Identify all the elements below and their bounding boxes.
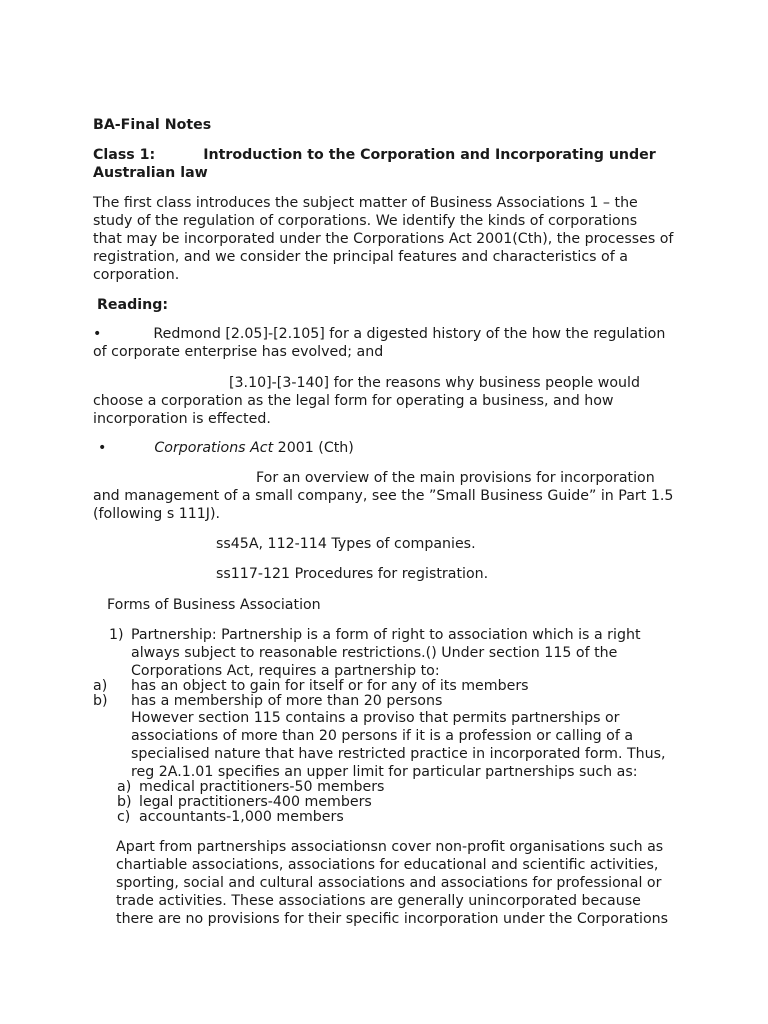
apart-line: chartiable associations, associations for educational and scientific activities,: [116, 857, 659, 873]
reading-1-lead: Redmond [2.05]-[2.105] for a digested history of the how the regulation: [153, 326, 666, 342]
forms-heading: Forms of Business Association: [107, 597, 321, 613]
intro-line: study of the regulation of corporations. We identify the kinds of corporations: [93, 213, 638, 229]
apart-line: Apart from partnerships associationsn cover non-profit organisations such as: [116, 839, 664, 855]
act-year: 2001 (Cth): [273, 440, 354, 456]
reading-item-1: [93, 325, 665, 343]
proviso-line: specialised nature that have restricted practice in incorporated form. Thus,: [131, 746, 666, 762]
class-heading-line-2: Australian law: [93, 165, 208, 181]
class-title: Introduction to the Corporation and Incorporating under: [203, 147, 656, 163]
reading-1b-line: incorporation is effected.: [93, 411, 271, 427]
apart-line: trade activities. These associations are generally unincorporated because: [116, 893, 641, 909]
limit-text: accountants-1,000 members: [139, 809, 344, 825]
reading-item-2: [98, 439, 354, 457]
item-1-marker: 1): [109, 627, 124, 643]
sections-types: ss45A, 112-114 Types of companies.: [216, 536, 476, 552]
limit-marker: c): [117, 809, 131, 825]
limit-text: medical practitioners-50 members: [139, 779, 385, 795]
intro-line: registration, and we consider the principal features and characteristics of a: [93, 249, 628, 265]
proviso-line: However section 115 contains a proviso that permits partnerships or: [131, 710, 620, 726]
reading-heading: Reading:: [97, 297, 169, 313]
act-name: Corporations Act: [154, 440, 274, 456]
sub-a-text: has an object to gain for itself or for any of its members: [131, 678, 529, 694]
apart-line: there are no provisions for their specific incorporation under the Corporations: [116, 911, 669, 927]
reading-item-1-cont: of corporate enterprise has evolved; and: [93, 344, 384, 360]
reading-1b-line: choose a corporation as the legal form for operating a business, and how: [93, 393, 614, 409]
proviso-line: associations of more than 20 persons if it is a profession or calling of a: [131, 728, 634, 744]
intro-line: The first class introduces the subject matter of Business Associations 1 – the: [93, 195, 638, 211]
limit-text: legal practitioners-400 members: [139, 794, 372, 810]
intro-line: that may be incorporated under the Corporations Act 2001(Cth), the processes of: [93, 231, 674, 247]
doc-title: BA-Final Notes: [93, 117, 212, 133]
item-1-line: Corporations Act, requires a partnership to:: [131, 663, 440, 679]
reading-1b-line: [3.10]-[3-140] for the reasons why business people would: [229, 375, 640, 391]
sections-registration: ss117-121 Procedures for registration.: [216, 566, 489, 582]
apart-line: sporting, social and cultural associations and associations for professional or: [116, 875, 662, 891]
bullet-icon: •: [93, 326, 102, 342]
limit-marker: a): [117, 779, 132, 795]
sub-a-marker: a): [93, 678, 108, 694]
limit-marker: b): [117, 794, 132, 810]
class-heading-line-1: [93, 146, 656, 164]
reading-2b-line: (following s 111J).: [93, 506, 221, 522]
reading-2b-line: and management of a small company, see the ”Small Business Guide” in Part 1.5: [93, 488, 674, 504]
reading-2b-line: For an overview of the main provisions for incorporation: [256, 470, 655, 486]
sub-b-text: has a membership of more than 20 persons: [131, 693, 443, 709]
intro-line: corporation.: [93, 267, 180, 283]
proviso-line: reg 2A.1.01 specifies an upper limit for particular partnerships such as:: [131, 764, 638, 780]
item-1-line: Partnership: Partnership is a form of right to association which is a right: [131, 627, 641, 643]
class-label: Class 1:: [93, 147, 156, 163]
bullet-icon: •: [98, 440, 107, 456]
sub-b-marker: b): [93, 693, 108, 709]
item-1-line: always subject to reasonable restrictions.() Under section 115 of the: [131, 645, 618, 661]
